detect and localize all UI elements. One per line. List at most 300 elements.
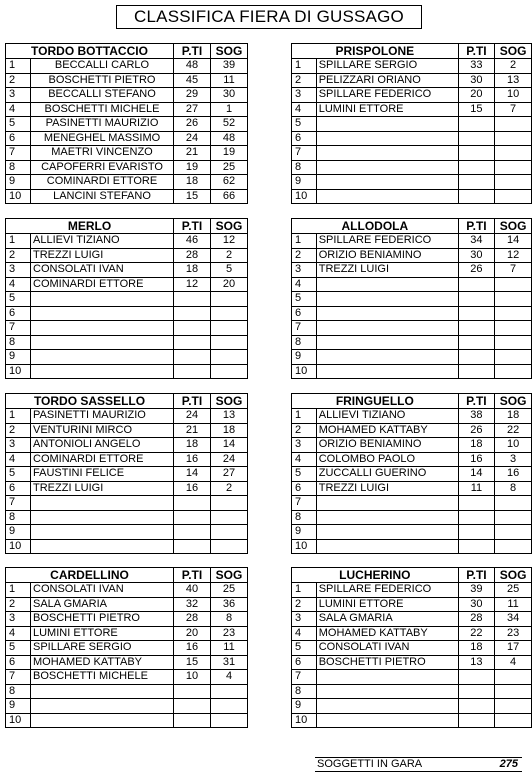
subjects-column-header: SOG	[495, 219, 532, 234]
table-row	[292, 670, 532, 685]
subjects-cell: 1	[211, 102, 248, 117]
table-row	[6, 655, 248, 670]
subjects-cell: 8	[211, 612, 248, 627]
rank-cell: 8	[6, 160, 31, 175]
points-cell	[458, 350, 495, 365]
points-cell	[458, 713, 495, 728]
competitor-name-cell	[316, 510, 458, 525]
points-cell: 15	[458, 102, 495, 117]
standings-table-prispolone	[291, 43, 532, 204]
subjects-cell: 30	[211, 88, 248, 103]
competitor-name-cell: CAPOFERRI EVARISTO	[31, 160, 174, 175]
points-cell: 28	[458, 612, 495, 627]
standings-table-allodola	[291, 218, 532, 379]
points-column-header: P.TI	[174, 219, 211, 234]
table-header-row	[6, 219, 248, 234]
subjects-cell	[495, 131, 532, 146]
rank-cell: 1	[6, 59, 31, 74]
rank-cell: 3	[6, 438, 31, 453]
subjects-cell	[211, 496, 248, 511]
rank-cell: 1	[6, 583, 31, 598]
competitor-name-cell: PASINETTI MAURIZIO	[31, 117, 174, 132]
competitor-name-cell: ALLIEVI TIZIANO	[316, 409, 458, 424]
competitor-name-cell: BOSCHETTI PIETRO	[316, 655, 458, 670]
points-cell: 29	[174, 88, 211, 103]
rank-cell: 2	[292, 423, 317, 438]
rank-cell: 2	[6, 248, 31, 263]
competitor-name-cell	[316, 117, 458, 132]
rank-cell: 6	[292, 655, 317, 670]
points-cell: 18	[458, 641, 495, 656]
subjects-column-header: SOG	[211, 568, 248, 583]
table-row	[6, 277, 248, 292]
table-row	[292, 131, 532, 146]
points-column-header: P.TI	[174, 394, 211, 409]
total-subjects-label: SOGGETTI IN GARA	[317, 758, 423, 770]
competitor-name-cell	[31, 699, 174, 714]
rank-cell: 2	[292, 73, 317, 88]
rank-cell: 5	[292, 641, 317, 656]
table-row	[6, 438, 248, 453]
competitor-name-cell	[316, 131, 458, 146]
table-header-row	[292, 394, 532, 409]
subjects-cell: 10	[495, 88, 532, 103]
table-row	[292, 263, 532, 278]
points-cell	[458, 306, 495, 321]
subjects-cell	[495, 175, 532, 190]
rank-cell: 10	[6, 713, 31, 728]
rank-cell: 2	[6, 73, 31, 88]
subjects-cell: 25	[211, 160, 248, 175]
table-row	[6, 146, 248, 161]
points-cell	[458, 510, 495, 525]
table-row	[292, 350, 532, 365]
subjects-cell: 12	[211, 234, 248, 249]
subjects-cell: 14	[211, 438, 248, 453]
table-header-row	[6, 568, 248, 583]
standings-table-fringuello	[291, 393, 532, 554]
points-column-header: P.TI	[174, 44, 211, 59]
rank-cell: 10	[292, 364, 317, 379]
competitor-name-cell: SPILLARE FEDERICO	[316, 234, 458, 249]
table-row	[6, 175, 248, 190]
competitor-name-cell	[316, 277, 458, 292]
points-cell	[174, 496, 211, 511]
subjects-cell: 25	[211, 583, 248, 598]
competitor-name-cell: MAETRI VINCENZO	[31, 146, 174, 161]
competitor-name-cell	[316, 335, 458, 350]
points-cell	[458, 131, 495, 146]
rank-cell: 7	[292, 321, 317, 336]
competitor-name-cell	[316, 292, 458, 307]
points-cell: 16	[174, 641, 211, 656]
points-cell: 24	[174, 409, 211, 424]
competitor-name-cell: LUMINI ETTORE	[31, 626, 174, 641]
table-row	[6, 452, 248, 467]
rank-cell: 6	[6, 655, 31, 670]
rank-cell: 3	[6, 612, 31, 627]
subjects-cell	[495, 699, 532, 714]
subjects-cell	[211, 539, 248, 554]
subjects-cell	[211, 364, 248, 379]
points-cell: 18	[174, 175, 211, 190]
competitor-name-cell	[316, 175, 458, 190]
subjects-cell: 8	[495, 481, 532, 496]
subjects-cell: 19	[211, 146, 248, 161]
table-row	[292, 160, 532, 175]
competitor-name-cell: LANCINI STEFANO	[31, 189, 174, 204]
points-cell: 28	[174, 248, 211, 263]
table-row	[6, 131, 248, 146]
subjects-cell	[211, 306, 248, 321]
table-row	[292, 641, 532, 656]
subjects-cell: 7	[495, 102, 532, 117]
rank-cell: 10	[292, 189, 317, 204]
subjects-cell: 11	[495, 597, 532, 612]
competitor-name-cell	[316, 525, 458, 540]
rank-cell: 9	[6, 175, 31, 190]
subjects-cell: 7	[495, 263, 532, 278]
rank-cell: 7	[6, 496, 31, 511]
subjects-cell	[495, 364, 532, 379]
rank-cell: 6	[6, 306, 31, 321]
competitor-name-cell	[316, 146, 458, 161]
table-row	[292, 234, 532, 249]
points-cell: 11	[458, 481, 495, 496]
subjects-column-header: SOG	[211, 394, 248, 409]
competitor-name-cell: COMINARDI ETTORE	[31, 452, 174, 467]
rank-cell: 4	[6, 452, 31, 467]
rank-cell: 1	[292, 59, 317, 74]
table-row	[292, 102, 532, 117]
points-cell	[458, 539, 495, 554]
subjects-cell	[495, 350, 532, 365]
table-row	[292, 496, 532, 511]
table-row	[292, 189, 532, 204]
rank-cell: 5	[6, 641, 31, 656]
rank-cell: 9	[292, 525, 317, 540]
subjects-cell	[211, 525, 248, 540]
rank-cell: 7	[6, 670, 31, 685]
subjects-cell: 36	[211, 597, 248, 612]
competitor-name-cell: TREZZI LUIGI	[31, 481, 174, 496]
table-row	[6, 612, 248, 627]
table-header-row	[292, 44, 532, 59]
rank-cell: 9	[292, 699, 317, 714]
subjects-cell: 3	[495, 452, 532, 467]
competitor-name-cell: MENEGHEL MASSIMO	[31, 131, 174, 146]
table-row	[292, 146, 532, 161]
table-row	[6, 88, 248, 103]
competitor-name-cell	[31, 350, 174, 365]
subjects-cell: 4	[495, 655, 532, 670]
subjects-cell	[495, 277, 532, 292]
competitor-name-cell	[31, 321, 174, 336]
table-row	[6, 409, 248, 424]
subjects-cell	[211, 335, 248, 350]
table-row	[292, 321, 532, 336]
table-row	[292, 510, 532, 525]
subjects-cell	[211, 350, 248, 365]
competitor-name-cell: MOHAMED KATTABY	[316, 423, 458, 438]
subjects-cell: 27	[211, 467, 248, 482]
table-row	[292, 467, 532, 482]
points-cell	[458, 277, 495, 292]
competitor-name-cell	[316, 306, 458, 321]
table-row	[292, 699, 532, 714]
table-row	[6, 248, 248, 263]
subjects-cell: 2	[211, 248, 248, 263]
table-row	[6, 59, 248, 74]
table-row	[292, 525, 532, 540]
subjects-cell: 2	[495, 59, 532, 74]
standings-table-lucherino	[291, 567, 532, 728]
subjects-cell: 13	[495, 73, 532, 88]
rank-cell: 3	[292, 88, 317, 103]
points-cell: 14	[174, 467, 211, 482]
competitor-name-cell: CONSOLATI IVAN	[31, 263, 174, 278]
rank-cell: 4	[292, 277, 317, 292]
subjects-cell	[211, 321, 248, 336]
points-cell: 30	[458, 73, 495, 88]
rank-cell: 5	[292, 117, 317, 132]
subjects-cell: 22	[495, 423, 532, 438]
points-cell: 34	[458, 234, 495, 249]
table-row	[292, 612, 532, 627]
standings-table-tordo-bottaccio	[5, 43, 248, 204]
points-cell	[174, 321, 211, 336]
table-row	[6, 117, 248, 132]
points-cell	[458, 160, 495, 175]
rank-cell: 5	[6, 467, 31, 482]
rank-cell: 7	[292, 670, 317, 685]
table-row	[292, 364, 532, 379]
points-cell: 48	[174, 59, 211, 74]
points-column-header: P.TI	[458, 394, 495, 409]
rank-cell: 5	[292, 467, 317, 482]
table-row	[6, 496, 248, 511]
points-cell	[174, 699, 211, 714]
rank-cell: 2	[292, 597, 317, 612]
table-row	[292, 248, 532, 263]
table-row	[6, 467, 248, 482]
table-row	[292, 655, 532, 670]
points-cell: 18	[458, 438, 495, 453]
subjects-cell: 2	[211, 481, 248, 496]
points-cell: 30	[458, 597, 495, 612]
table-row	[6, 684, 248, 699]
competitor-name-cell	[31, 684, 174, 699]
points-cell: 15	[174, 655, 211, 670]
points-cell: 45	[174, 73, 211, 88]
points-cell	[458, 335, 495, 350]
subjects-cell: 13	[211, 409, 248, 424]
rank-cell: 6	[6, 131, 31, 146]
table-row	[6, 583, 248, 598]
table-row	[6, 481, 248, 496]
table-row	[6, 189, 248, 204]
competitor-name-cell: BOSCHETTI PIETRO	[31, 73, 174, 88]
subjects-cell: 39	[211, 59, 248, 74]
competitor-name-cell	[316, 160, 458, 175]
points-cell	[458, 364, 495, 379]
points-cell: 21	[174, 423, 211, 438]
standings-table-tordo-sassello	[5, 393, 248, 554]
rank-cell: 2	[292, 248, 317, 263]
rank-cell: 4	[292, 102, 317, 117]
rank-cell: 9	[292, 350, 317, 365]
table-row	[6, 234, 248, 249]
subjects-cell	[211, 292, 248, 307]
rank-cell: 9	[292, 175, 317, 190]
subjects-cell: 5	[211, 263, 248, 278]
rank-cell: 5	[292, 292, 317, 307]
points-cell: 19	[174, 160, 211, 175]
subjects-cell	[211, 510, 248, 525]
total-subjects-row	[315, 757, 522, 772]
points-cell	[174, 335, 211, 350]
competitor-name-cell: MOHAMED KATTABY	[316, 626, 458, 641]
rank-cell: 8	[6, 684, 31, 699]
points-cell: 16	[174, 481, 211, 496]
table-header-row	[292, 219, 532, 234]
subjects-cell: 11	[211, 73, 248, 88]
points-cell	[174, 350, 211, 365]
table-row	[6, 364, 248, 379]
subjects-cell: 10	[495, 438, 532, 453]
competitor-name-cell: SPILLARE FEDERICO	[316, 88, 458, 103]
subjects-cell: 62	[211, 175, 248, 190]
table-row	[292, 583, 532, 598]
competitor-name-cell: CONSOLATI IVAN	[316, 641, 458, 656]
subjects-cell	[495, 306, 532, 321]
table-row	[6, 350, 248, 365]
subjects-cell: 18	[495, 409, 532, 424]
points-cell: 12	[174, 277, 211, 292]
competitor-name-cell	[31, 510, 174, 525]
rank-cell: 3	[292, 263, 317, 278]
competitor-name-cell: FAUSTINI FELICE	[31, 467, 174, 482]
points-cell	[174, 306, 211, 321]
table-row	[292, 684, 532, 699]
rank-cell: 7	[292, 496, 317, 511]
rank-cell: 4	[6, 277, 31, 292]
points-cell: 16	[458, 452, 495, 467]
standings-table-merlo	[5, 218, 248, 379]
subjects-cell	[495, 321, 532, 336]
subjects-cell	[495, 713, 532, 728]
points-cell	[174, 539, 211, 554]
competitor-name-cell	[316, 684, 458, 699]
competitor-name-cell	[316, 539, 458, 554]
competitor-name-cell: ANTONIOLI ANGELO	[31, 438, 174, 453]
table-row	[6, 423, 248, 438]
subjects-cell	[211, 713, 248, 728]
subjects-cell: 34	[495, 612, 532, 627]
points-cell	[458, 684, 495, 699]
competitor-name-cell	[31, 525, 174, 540]
rank-cell: 5	[6, 292, 31, 307]
subjects-cell	[495, 117, 532, 132]
competitor-name-cell: PELIZZARI ORIANO	[316, 73, 458, 88]
subjects-cell	[495, 146, 532, 161]
table-row	[6, 292, 248, 307]
group-title: PRISPOLONE	[292, 44, 459, 59]
rank-cell: 7	[292, 146, 317, 161]
table-row	[292, 597, 532, 612]
subjects-cell: 31	[211, 655, 248, 670]
rank-cell: 7	[6, 146, 31, 161]
points-cell: 33	[458, 59, 495, 74]
table-row	[6, 713, 248, 728]
competitor-name-cell	[31, 364, 174, 379]
rank-cell: 3	[292, 612, 317, 627]
competitor-name-cell	[316, 321, 458, 336]
rank-cell: 5	[6, 117, 31, 132]
points-cell: 26	[174, 117, 211, 132]
competitor-name-cell: LUMINI ETTORE	[316, 102, 458, 117]
points-cell	[458, 146, 495, 161]
points-cell: 20	[458, 88, 495, 103]
competitor-name-cell	[31, 496, 174, 511]
table-row	[6, 306, 248, 321]
competitor-name-cell: ORIZIO BENIAMINO	[316, 248, 458, 263]
competitor-name-cell	[316, 364, 458, 379]
points-cell: 24	[174, 131, 211, 146]
table-row	[292, 713, 532, 728]
rank-cell: 10	[6, 189, 31, 204]
competitor-name-cell	[316, 670, 458, 685]
rank-cell: 10	[292, 713, 317, 728]
competitor-name-cell: COMINARDI ETTORE	[31, 175, 174, 190]
rank-cell: 6	[6, 481, 31, 496]
subjects-cell: 11	[211, 641, 248, 656]
rank-cell: 9	[6, 699, 31, 714]
rank-cell: 10	[6, 364, 31, 379]
points-cell: 27	[174, 102, 211, 117]
rank-cell: 1	[6, 234, 31, 249]
points-cell	[174, 525, 211, 540]
subjects-cell	[495, 539, 532, 554]
subjects-cell: 12	[495, 248, 532, 263]
competitor-name-cell	[316, 189, 458, 204]
rank-cell: 1	[292, 583, 317, 598]
rank-cell: 3	[292, 438, 317, 453]
subjects-cell: 23	[495, 626, 532, 641]
rank-cell: 3	[6, 263, 31, 278]
competitor-name-cell	[316, 496, 458, 511]
subjects-cell	[495, 670, 532, 685]
table-row	[292, 306, 532, 321]
points-column-header: P.TI	[174, 568, 211, 583]
points-cell: 38	[458, 409, 495, 424]
points-column-header: P.TI	[458, 219, 495, 234]
competitor-name-cell: ORIZIO BENIAMINO	[316, 438, 458, 453]
rank-cell: 8	[292, 160, 317, 175]
points-cell	[458, 496, 495, 511]
subjects-cell	[495, 189, 532, 204]
rank-cell: 9	[6, 525, 31, 540]
table-row	[6, 160, 248, 175]
rank-cell: 10	[6, 539, 31, 554]
table-row	[6, 525, 248, 540]
points-column-header: P.TI	[458, 44, 495, 59]
table-row	[6, 102, 248, 117]
competitor-name-cell: SPILLARE FEDERICO	[316, 583, 458, 598]
group-title: FRINGUELLO	[292, 394, 459, 409]
points-cell: 26	[458, 423, 495, 438]
table-row	[292, 452, 532, 467]
